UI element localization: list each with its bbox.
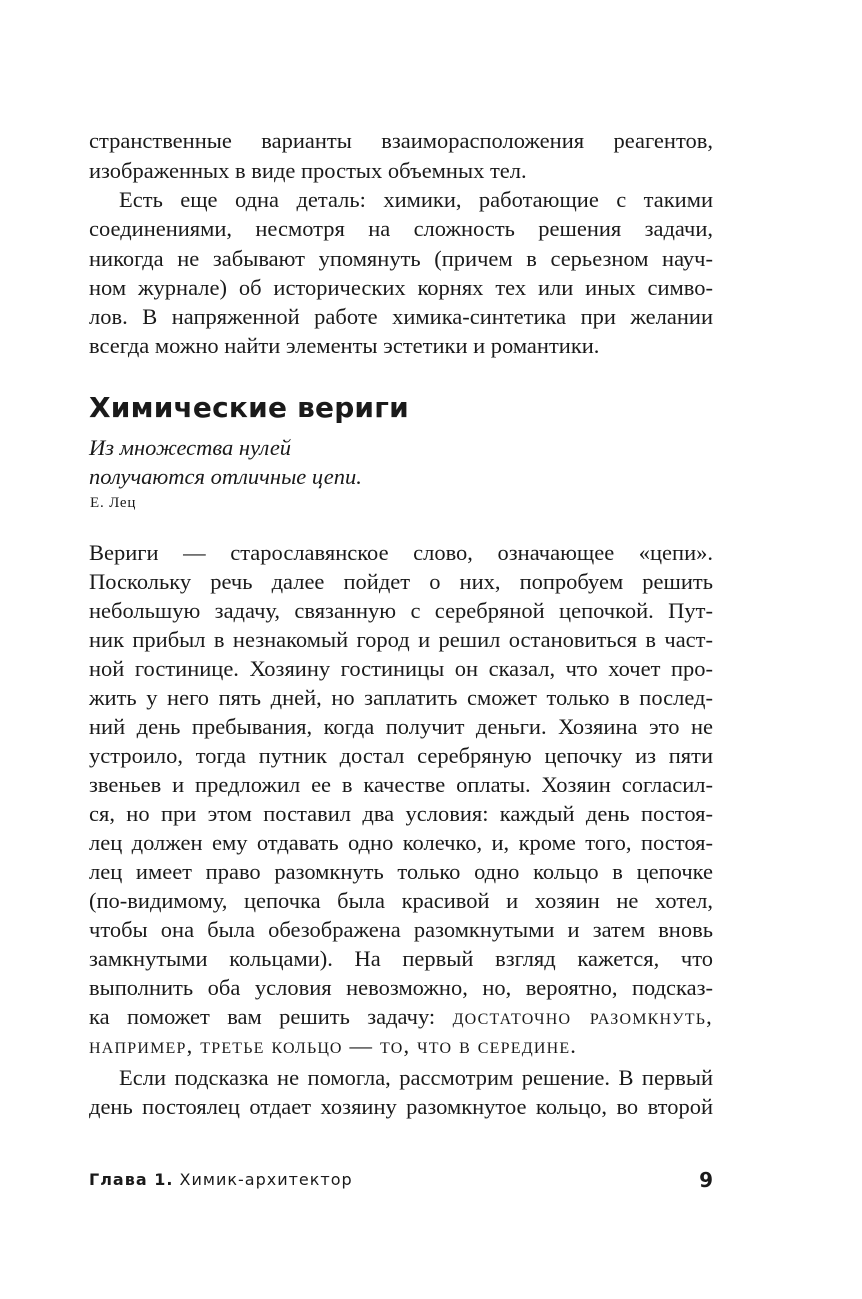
text-line: странственные варианты взаиморасположения реагентов, (89, 128, 713, 153)
running-footer-chapter (89, 1165, 353, 1195)
text-line: чтобы она была обезображена разомкнутыми и затем вновь (89, 917, 713, 942)
hint-text: достаточно разомкнуть, (452, 1004, 713, 1029)
text-line: небольшую задачу, связанную с серебряной цепочкой. Пут- (89, 598, 713, 623)
text-line: устроило, тогда путник достал серебряную цепочку из пяти (89, 743, 713, 768)
text-line: день постоялец отдает хозяину разомкнутое кольцо, во второй (89, 1094, 713, 1119)
text-line: изображенных в виде простых объемных тел. (89, 158, 527, 183)
chapter-label: Глава 1. (89, 1170, 174, 1189)
epigraph-line: Из множества нулей (89, 435, 292, 460)
text-line: лец имеет право разомкнуть только одно кольцо в цепочке (89, 859, 713, 884)
text-fragment: ка поможет вам решить задачу: (89, 1004, 453, 1029)
text-line: ний день пребывания, когда получит деньги. Хозяина это не (89, 714, 713, 739)
text-line: звеньев и предложил ее в качестве оплаты. Хозяин согласил- (89, 772, 713, 797)
section-title: Химические вериги (89, 391, 409, 424)
text-line: Вериги — старославянское слово, означающее «цепи». (89, 540, 713, 565)
epigraph-author: Е. Лец (90, 495, 137, 511)
text-line: всегда можно найти элементы эстетики и романтики. (89, 333, 600, 358)
text-line: никогда не забывают упомянуть (причем в серьезном науч- (89, 246, 713, 271)
text-line: ник прибыл в незнакомый город и решил остановиться в част- (89, 627, 713, 652)
epigraph-line: получаются отличные цепи. (89, 464, 362, 489)
text-line: (по-видимому, цепочка была красивой и хозяин не хотел, (89, 888, 713, 913)
text-line: жить у него пять дней, но заплатить сможет только в послед- (89, 685, 713, 710)
book-page (89, 0, 713, 1299)
page-number: 9 (699, 1168, 713, 1192)
text-line: ном журнале) об исторических корнях тех или иных симво- (89, 275, 713, 300)
text-line: лов. В напряженной работе химика-синтетика при желании (89, 304, 713, 329)
chapter-title: Химик-архитектор (173, 1170, 353, 1189)
text-line: ной гостинице. Хозяину гостиницы он сказал, что хочет про- (89, 656, 713, 681)
text-line-with-hint (89, 1002, 713, 1032)
text-line: Поскольку речь далее пойдет о них, попробуем решить (89, 569, 713, 594)
page-footer (89, 1165, 713, 1195)
text-line: замкнутыми кольцами). На первый взгляд кажется, что (89, 946, 713, 971)
text-line: лец должен ему отдавать одно колечко, и, кроме того, постоя- (89, 830, 713, 855)
text-line: выполнить оба условия невозможно, но, вероятно, подсказ- (89, 975, 713, 1000)
text-line: Если подсказка не помогла, рассмотрим решение. В первый (119, 1065, 713, 1090)
text-line: Есть еще одна деталь: химики, работающие с такими (119, 187, 713, 212)
text-line: соединениями, несмотря на сложность решения задачи, (89, 216, 713, 241)
hint-text: например, третье кольцо — то, что в середине. (89, 1033, 578, 1058)
text-line: ся, но при этом поставил два условия: каждый день постоя- (89, 801, 713, 826)
